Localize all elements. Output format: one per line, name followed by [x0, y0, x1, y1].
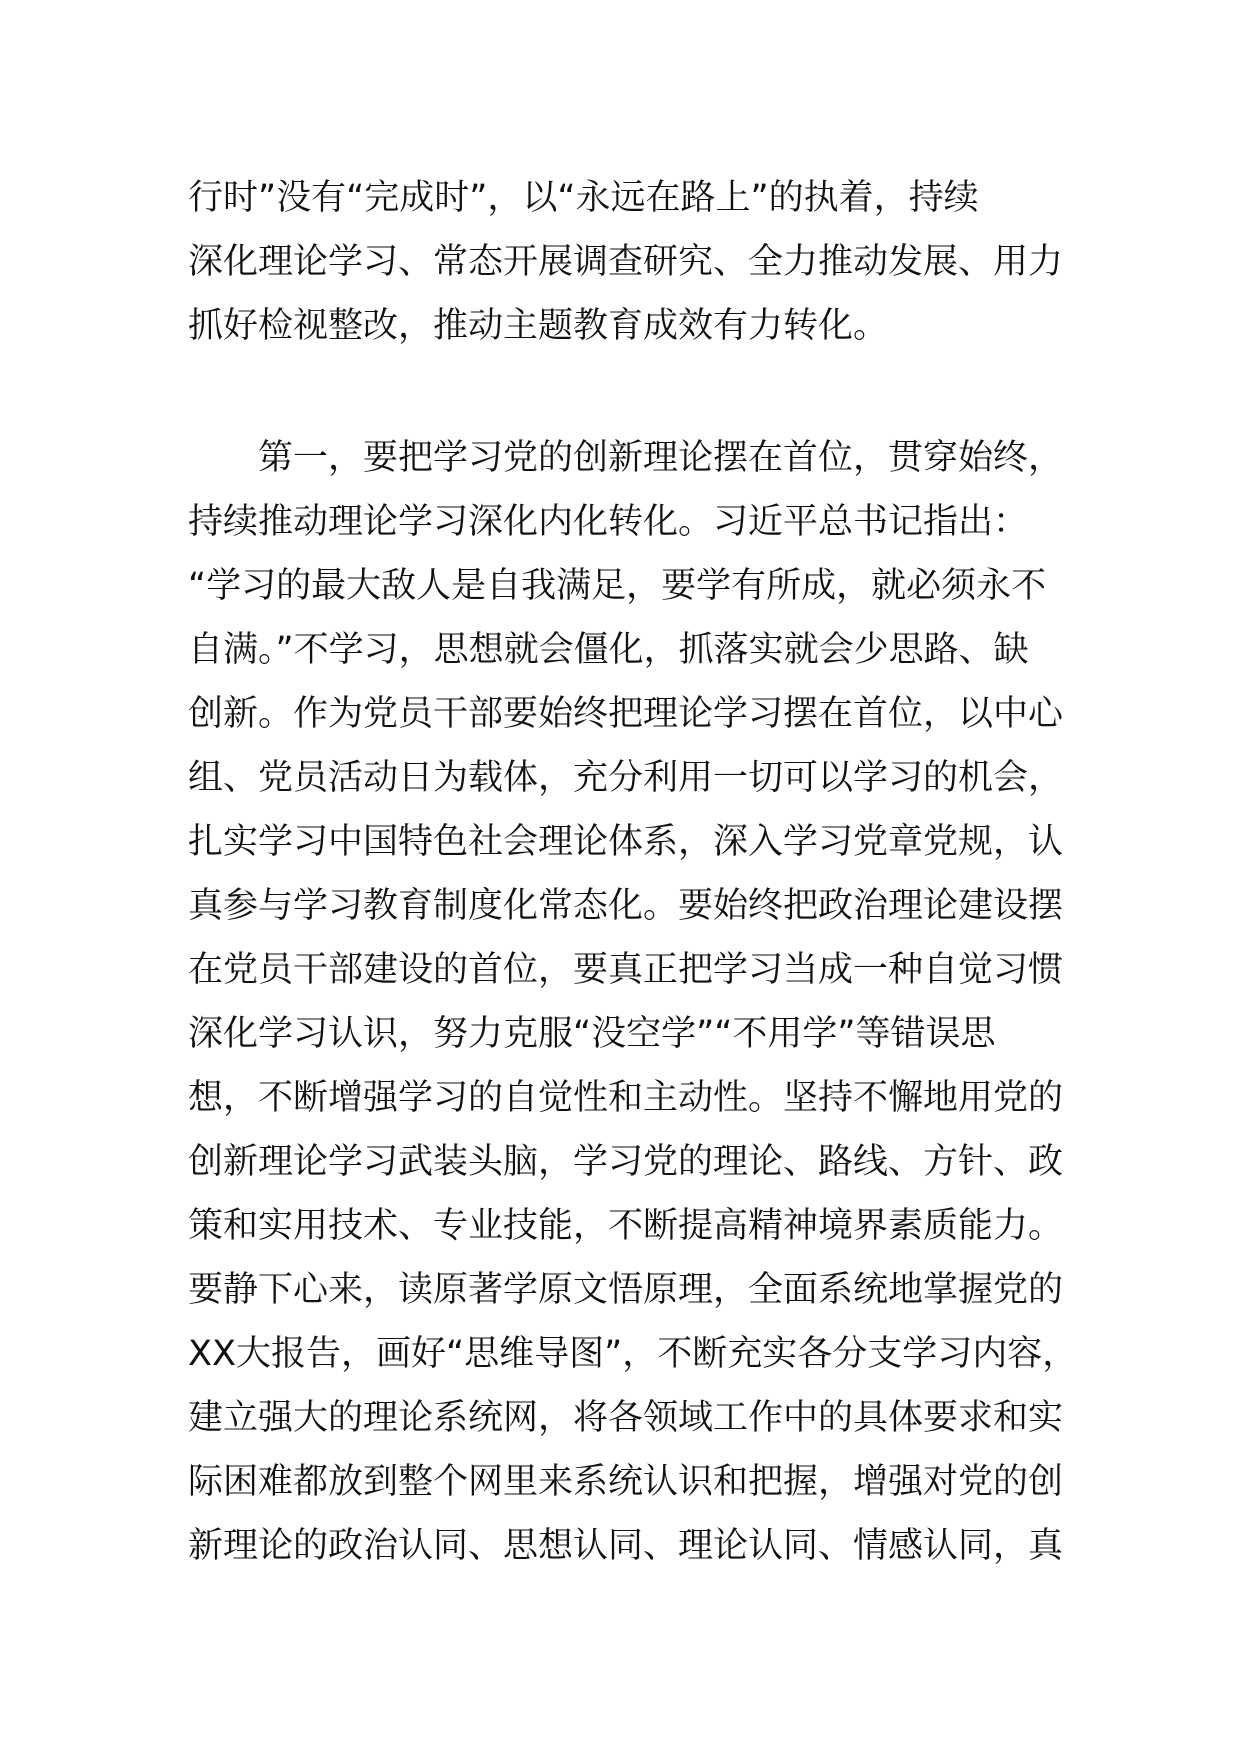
text-line: 扎实学习中国特色社会理论体系，深入学习党章党规，认 — [188, 822, 1064, 862]
paragraph-first-point — [188, 426, 1078, 1578]
text-line: 行时”没有“完成时”，以“永远在路上”的执着，持续 — [188, 178, 979, 218]
text-line: 新理论的政治认同、思想认同、理论认同、情感认同，真 — [188, 1526, 1064, 1566]
text-line: 真参与学习教育制度化常态化。要始终把政治理论建设摆 — [188, 886, 1064, 926]
text-line: 自满。”不学习，思想就会僵化，抓落实就会少思路、缺 — [188, 630, 1029, 670]
text-line: 第一，要把学习党的创新理论摆在首位，贯穿始终， — [258, 438, 1064, 478]
text-line: 在党员干部建设的首位，要真正把学习当成一种自觉习惯 — [188, 950, 1064, 990]
text-line: 想，不断增强学习的自觉性和主动性。坚持不懈地用党的 — [188, 1078, 1064, 1118]
text-line: 抓好检视整改，推动主题教育成效有力转化。 — [188, 306, 889, 346]
text-line: XX大报告，画好“思维导图”，不断充实各分支学习内容， — [188, 1334, 1078, 1374]
text-line: 建立强大的理论系统网，将各领域工作中的具体要求和实 — [188, 1398, 1064, 1438]
text-line: 际困难都放到整个网里来系统认识和把握，增强对党的创 — [188, 1462, 1064, 1502]
text-line: 创新。作为党员干部要始终把理论学习摆在首位，以中心 — [188, 694, 1064, 734]
text-line: 创新理论学习武装头脑，学习党的理论、路线、方针、政 — [188, 1142, 1064, 1182]
text-line: 深化理论学习、常态开展调查研究、全力推动发展、用力 — [188, 242, 1064, 282]
text-line: 策和实用技术、专业技能，不断提高精神境界素质能力。 — [188, 1206, 1064, 1246]
text-line: 深化学习认识，努力克服“没空学”“不用学”等错误思 — [188, 1014, 996, 1054]
paragraph-continuation — [188, 166, 1068, 358]
text-line: “学习的最大敌人是自我满足，要学有所成，就必须永不 — [188, 566, 1047, 606]
text-line: 持续推动理论学习深化内化转化。习近平总书记指出： — [188, 502, 1029, 542]
text-line: 组、党员活动日为载体，充分利用一切可以学习的机会， — [188, 758, 1064, 798]
text-line: 要静下心来，读原著学原文悟原理，全面系统地掌握党的 — [188, 1270, 1064, 1310]
